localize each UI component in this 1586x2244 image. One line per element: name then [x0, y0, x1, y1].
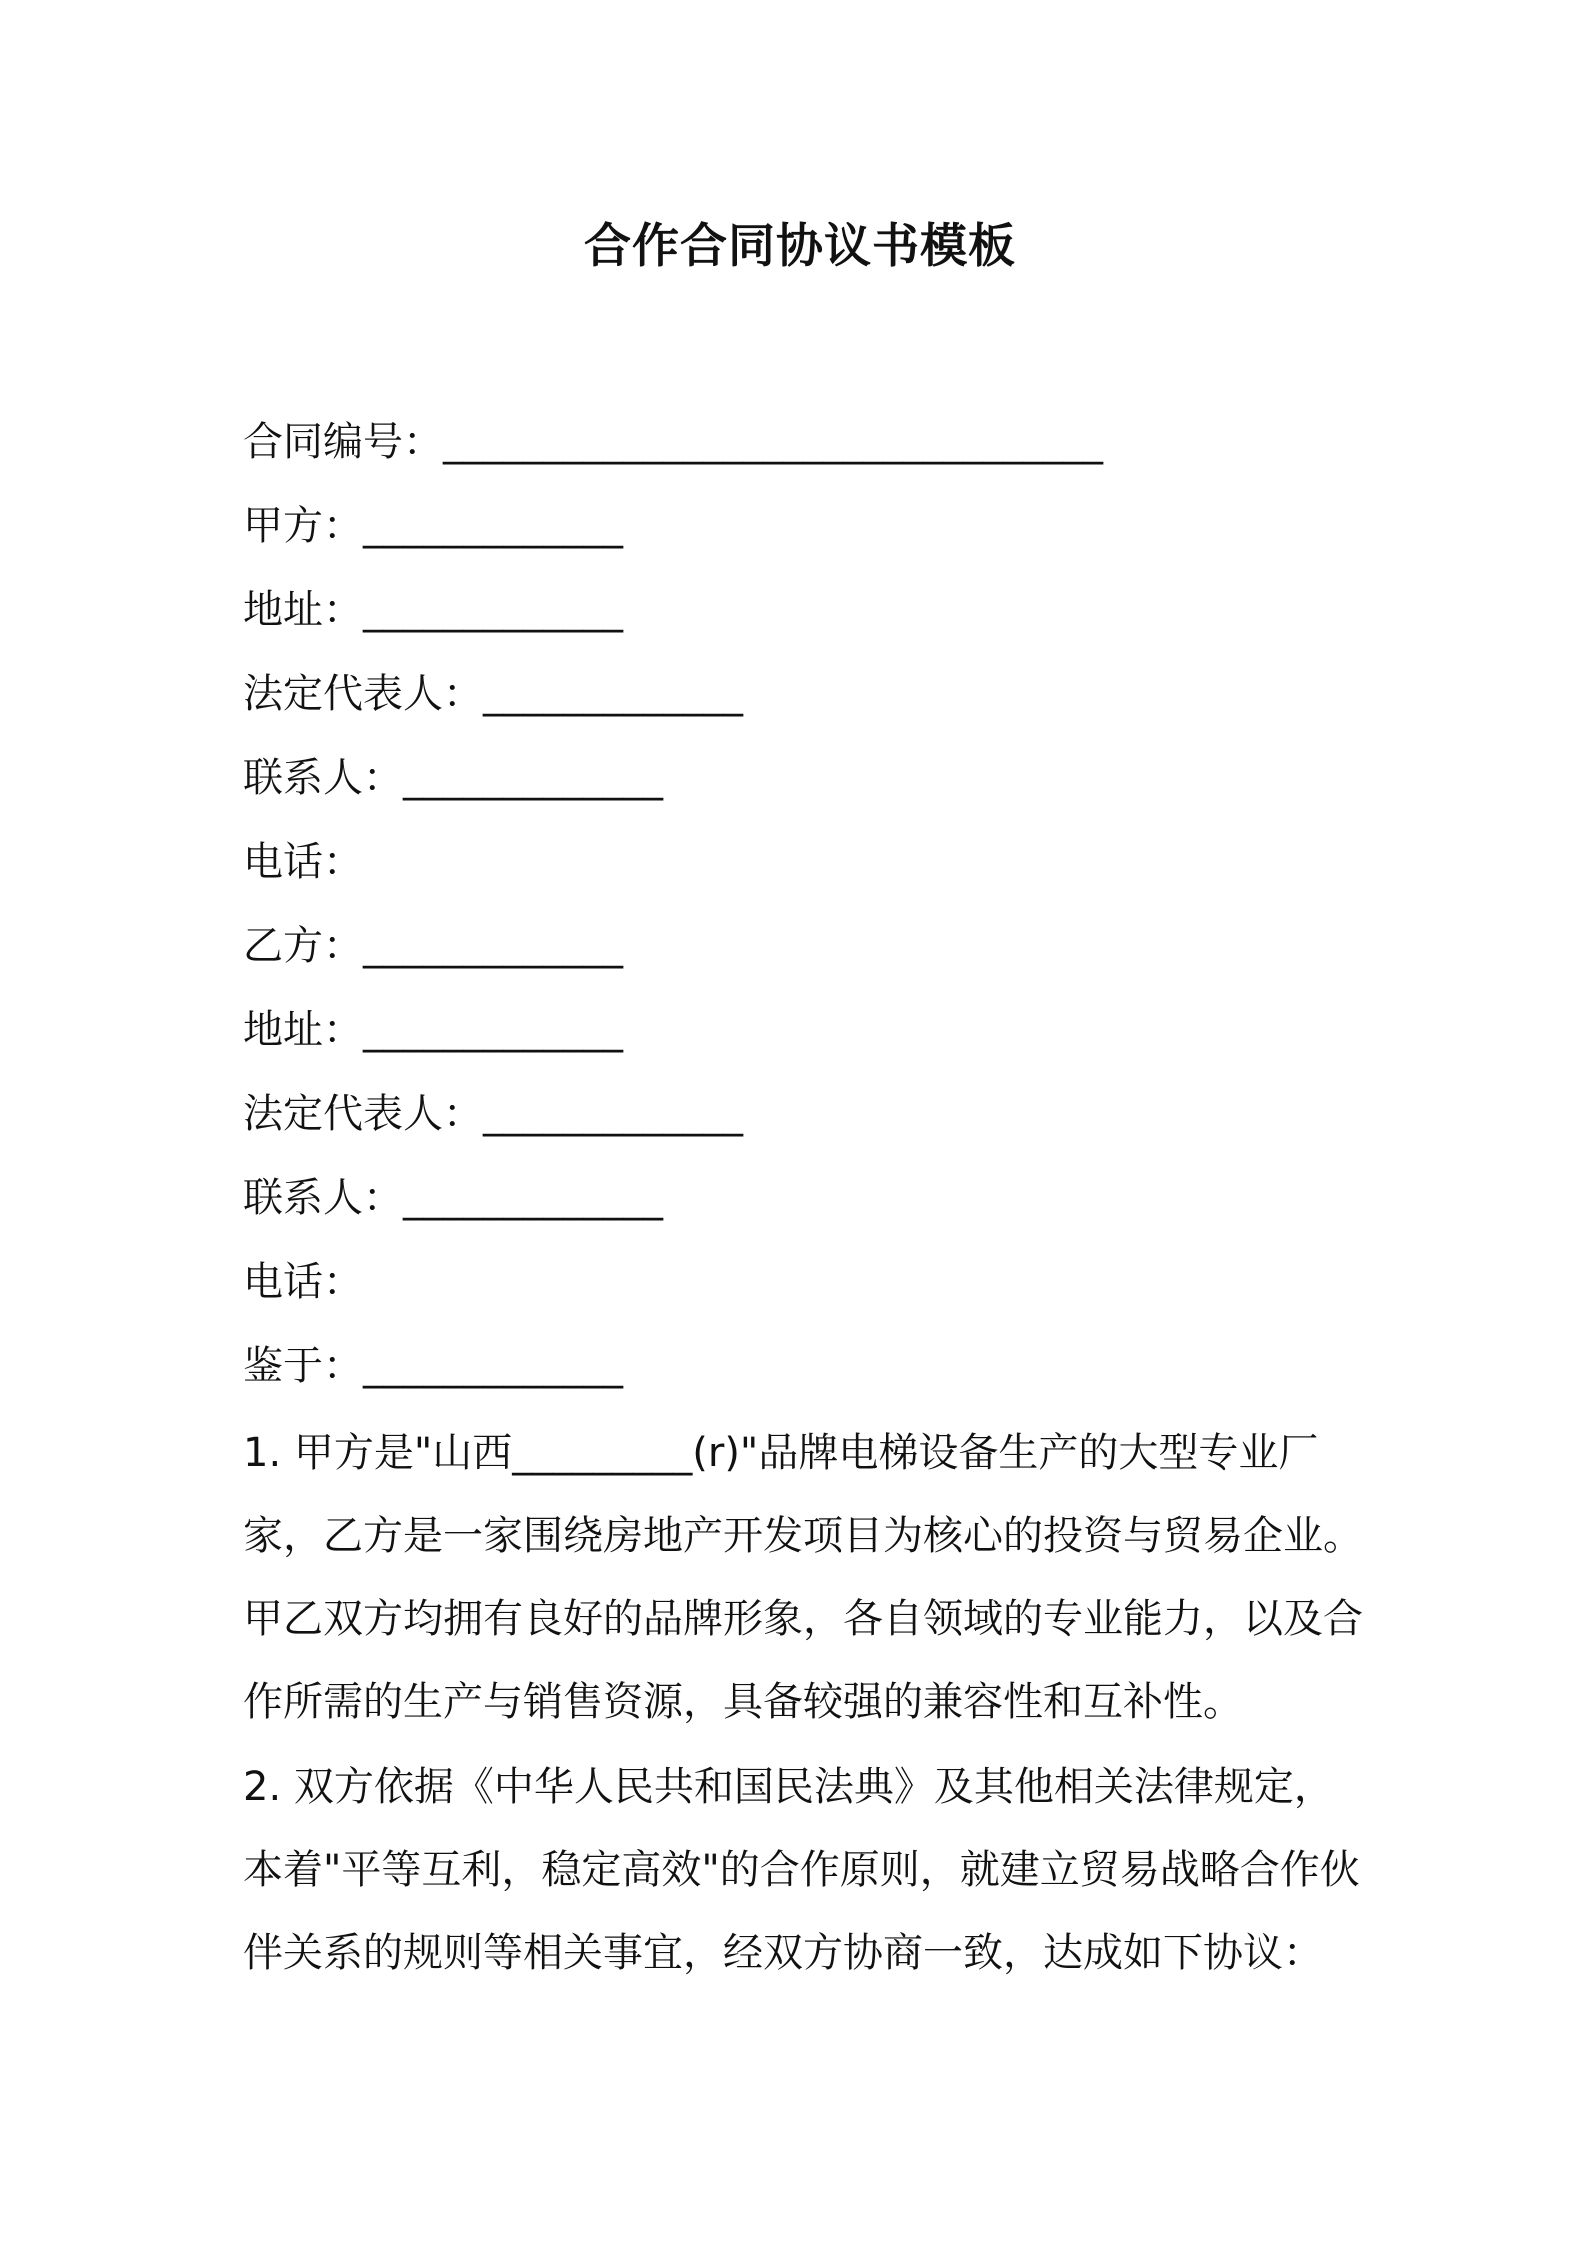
- party-a-line: 甲方：_____________: [243, 503, 623, 549]
- party-b-phone-line: 电话：: [243, 1259, 363, 1305]
- party-a-contact-line: 联系人：_____________: [243, 755, 663, 801]
- party-a-phone-line: 电话：: [243, 839, 363, 885]
- recital-paragraph-1: 1. 甲方是"山西_________(r)"品牌电梯设备生产的大型专业厂家，乙方是一家围绕房地产开发项目为核心的投资与贸易企业。甲乙双方均拥有良好的品牌形象，各自领域的专业能力，以及合作所需的生产与销售资源，具备较强的兼容性和互补性。: [243, 1430, 1363, 1725]
- party-b-legal-rep-line: 法定代表人：_____________: [243, 1091, 743, 1137]
- recitals: [243, 1412, 1363, 1997]
- party-info-fields: [243, 408, 1363, 1416]
- party-a-address-line: 地址：_____________: [243, 587, 623, 633]
- party-b-contact-line: 联系人：_____________: [243, 1175, 663, 1221]
- party-b-address-line: 地址：_____________: [243, 1007, 623, 1053]
- party-a-legal-rep-line: 法定代表人：_____________: [243, 671, 743, 717]
- document-title: 合作合同协议书模板: [584, 219, 1016, 274]
- party-b-line: 乙方：_____________: [243, 923, 623, 969]
- whereas-line: 鉴于：_____________: [243, 1343, 623, 1389]
- contract-number-line: 合同编号：_________________________________: [243, 419, 1103, 465]
- recital-paragraph-2: 2. 双方依据《中华人民共和国民法典》及其他相关法律规定，本着"平等互利，稳定高效"的合作原则，就建立贸易战略合作伙伴关系的规则等相关事宜，经双方协商一致，达成如下协议：: [243, 1764, 1360, 1976]
